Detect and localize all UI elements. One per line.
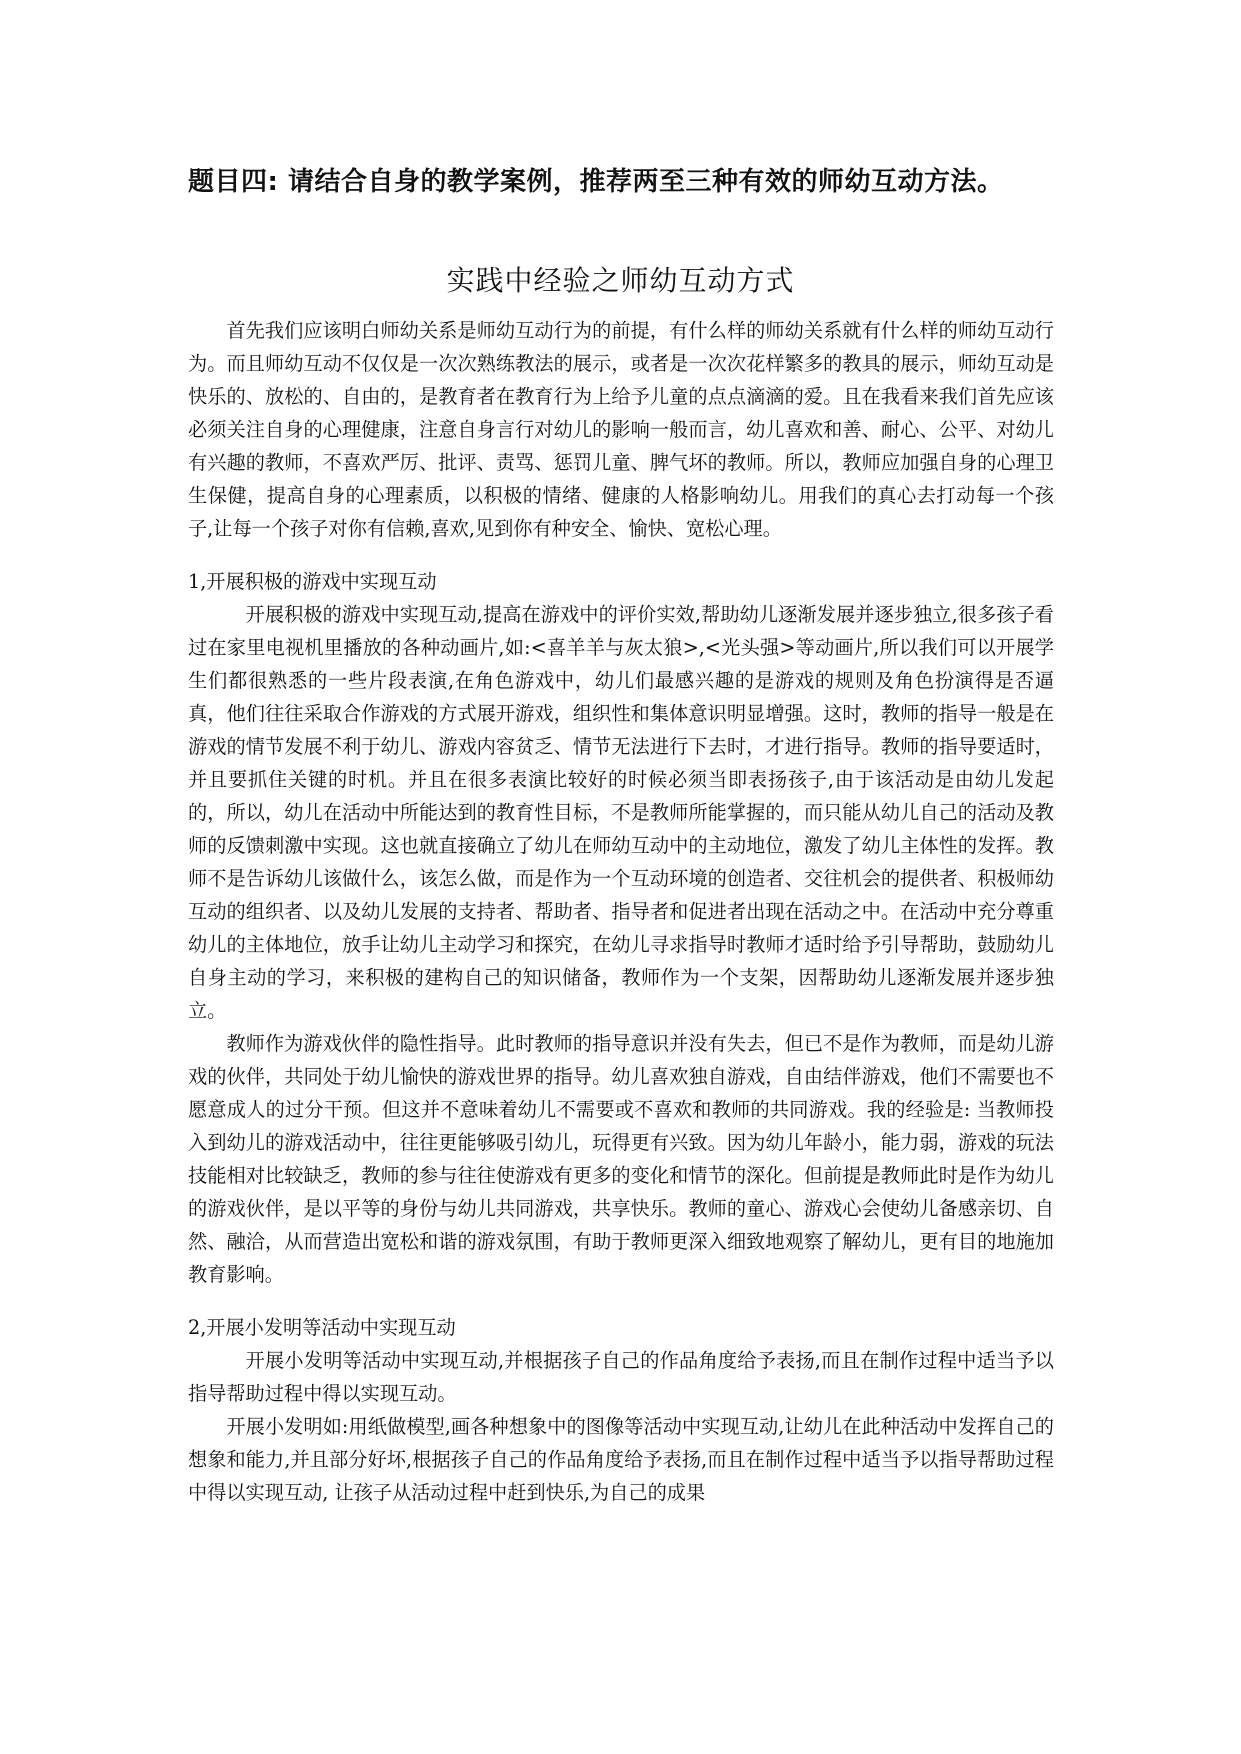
intro-paragraph: 首先我们应该明白师幼关系是师幼互动行为的前提，有什么样的师幼关系就有什么样的师幼互动行为。而且师幼互动不仅仅是一次次熟练教法的展示，或者是一次次花样繁多的教具的展示，师幼互动是快乐的、放松的、自由的，是教育者在教育行为上给予儿童的点点滴滴的爱。且在我看来我们首先应该必须关注自身的心理健康，注意自身言行对幼儿的影响一般而言，幼儿喜欢和善、耐心、公平、对幼儿有兴趣的教师，不喜欢严厉、批评、责骂、惩罚儿童、脾气坏的教师。所以，教师应加强自身的心理卫生保健，提高自身的心理素质，以积极的情绪、健康的人格影响幼儿。用我们的真心去打动每一个孩子,让每一个孩子对你有信赖,喜欢,见到你有种安全、愉快、宽松心理。 <box>188 319 1054 540</box>
article-body <box>188 314 1054 1509</box>
section-2-heading: 2,开展小发明等活动中实现互动 <box>188 1316 456 1339</box>
article-title: 实践中经验之师幼互动方式 <box>446 264 795 297</box>
section-2-paragraph-1: 开展小发明等活动中实现互动,并根据孩子自己的作品角度给予表扬,而且在制作过程中适当予以指导帮助过程中得以实现互动。 <box>188 1349 1054 1405</box>
section-1-paragraph-2: 教师作为游戏伙伴的隐性指导。此时教师的指导意识并没有失去，但已不是作为教师，而是幼儿游戏的伙伴，共同处于幼儿愉快的游戏世界的指导。幼儿喜欢独自游戏，自由结伴游戏，他们不需要也不愿意成人的过分干预。但这并不意味着幼儿不需要或不喜欢和教师的共同游戏。我的经验是: 当教师投入到幼儿的游戏活动中，往往更能够吸引幼儿，玩得更有兴致。因为幼儿年龄小，能力弱，游戏的玩法技能相对比较缺乏，教师的参与往往使游戏有更多的变化和情节的深化。但前提是教师此时是作为幼儿的游戏伙伴，是以平等的身份与幼儿共同游戏，共享快乐。教师的童心、游戏心会使幼儿备感亲切、自然、融洽，从而营造出宽松和谐的游戏氛围，有助于教师更深入细致地观察了解幼儿，更有目的地施加教育影响。 <box>188 1032 1054 1286</box>
spacer <box>188 1291 1054 1311</box>
section-1-paragraph-1: 开展积极的游戏中实现互动,提高在游戏中的评价实效,帮助幼儿逐渐发展并逐步独立,很多孩子看过在家里电视机里播放的各种动画片,如:<喜羊羊与灰太狼>,<光头强>等动画片,所以我们可以开展学生们都很熟悉的一些片段表演,在角色游戏中，幼儿们最感兴趣的是游戏的规则及角色扮演得是否逼真，他们往往采取合作游戏的方式展开游戏，组织性和集体意识明显增强。这时，教师的指导一般是在游戏的情节发展不利于幼儿、游戏内容贫乏、情节无法进行下去时，才进行指导。教师的指导要适时，并且要抓住关键的时机。并且在很多表演比较好的时候必须当即表扬孩子,由于该活动是由幼儿发起的，所以，幼儿在活动中所能达到的教育性目标，不是教师所能掌握的，而只能从幼儿自己的活动及教师的反馈刺激中实现。这也就直接确立了幼儿在师幼互动中的主动地位，激发了幼儿主体性的发挥。教师不是告诉幼儿该做什么，该怎么做，而是作为一个互动环境的创造者、交往机会的提供者、积极师幼互动的组织者、以及幼儿发展的支持者、帮助者、指导者和促进者出现在活动之中。在活动中充分尊重幼儿的主体地位，放手让幼儿主动学习和探究，在幼儿寻求指导时教师才适时给予引导帮助，鼓励幼儿自身主动的学习，来积极的建构自己的知识储备，教师作为一个支架，因帮助幼儿逐渐发展并逐步独立。 <box>188 603 1054 1022</box>
question-title: 题目四: 请结合自身的教学案例，推荐两至三种有效的师幼互动方法。 <box>188 167 1004 197</box>
section-2-paragraph-2: 开展小发明如:用纸做模型,画各种想象中的图像等活动中实现互动,让幼儿在此种活动中发挥自己的想象和能力,并且部分好坏,根据孩子自己的作品角度给予表扬,而且在制作过程中适当予以指导帮助过程中得以实现互动, 让孩子从活动过程中赶到快乐,为自己的成果 <box>188 1415 1054 1504</box>
spacer <box>188 545 1054 565</box>
section-1-heading: 1,开展积极的游戏中实现互动 <box>188 570 437 593</box>
